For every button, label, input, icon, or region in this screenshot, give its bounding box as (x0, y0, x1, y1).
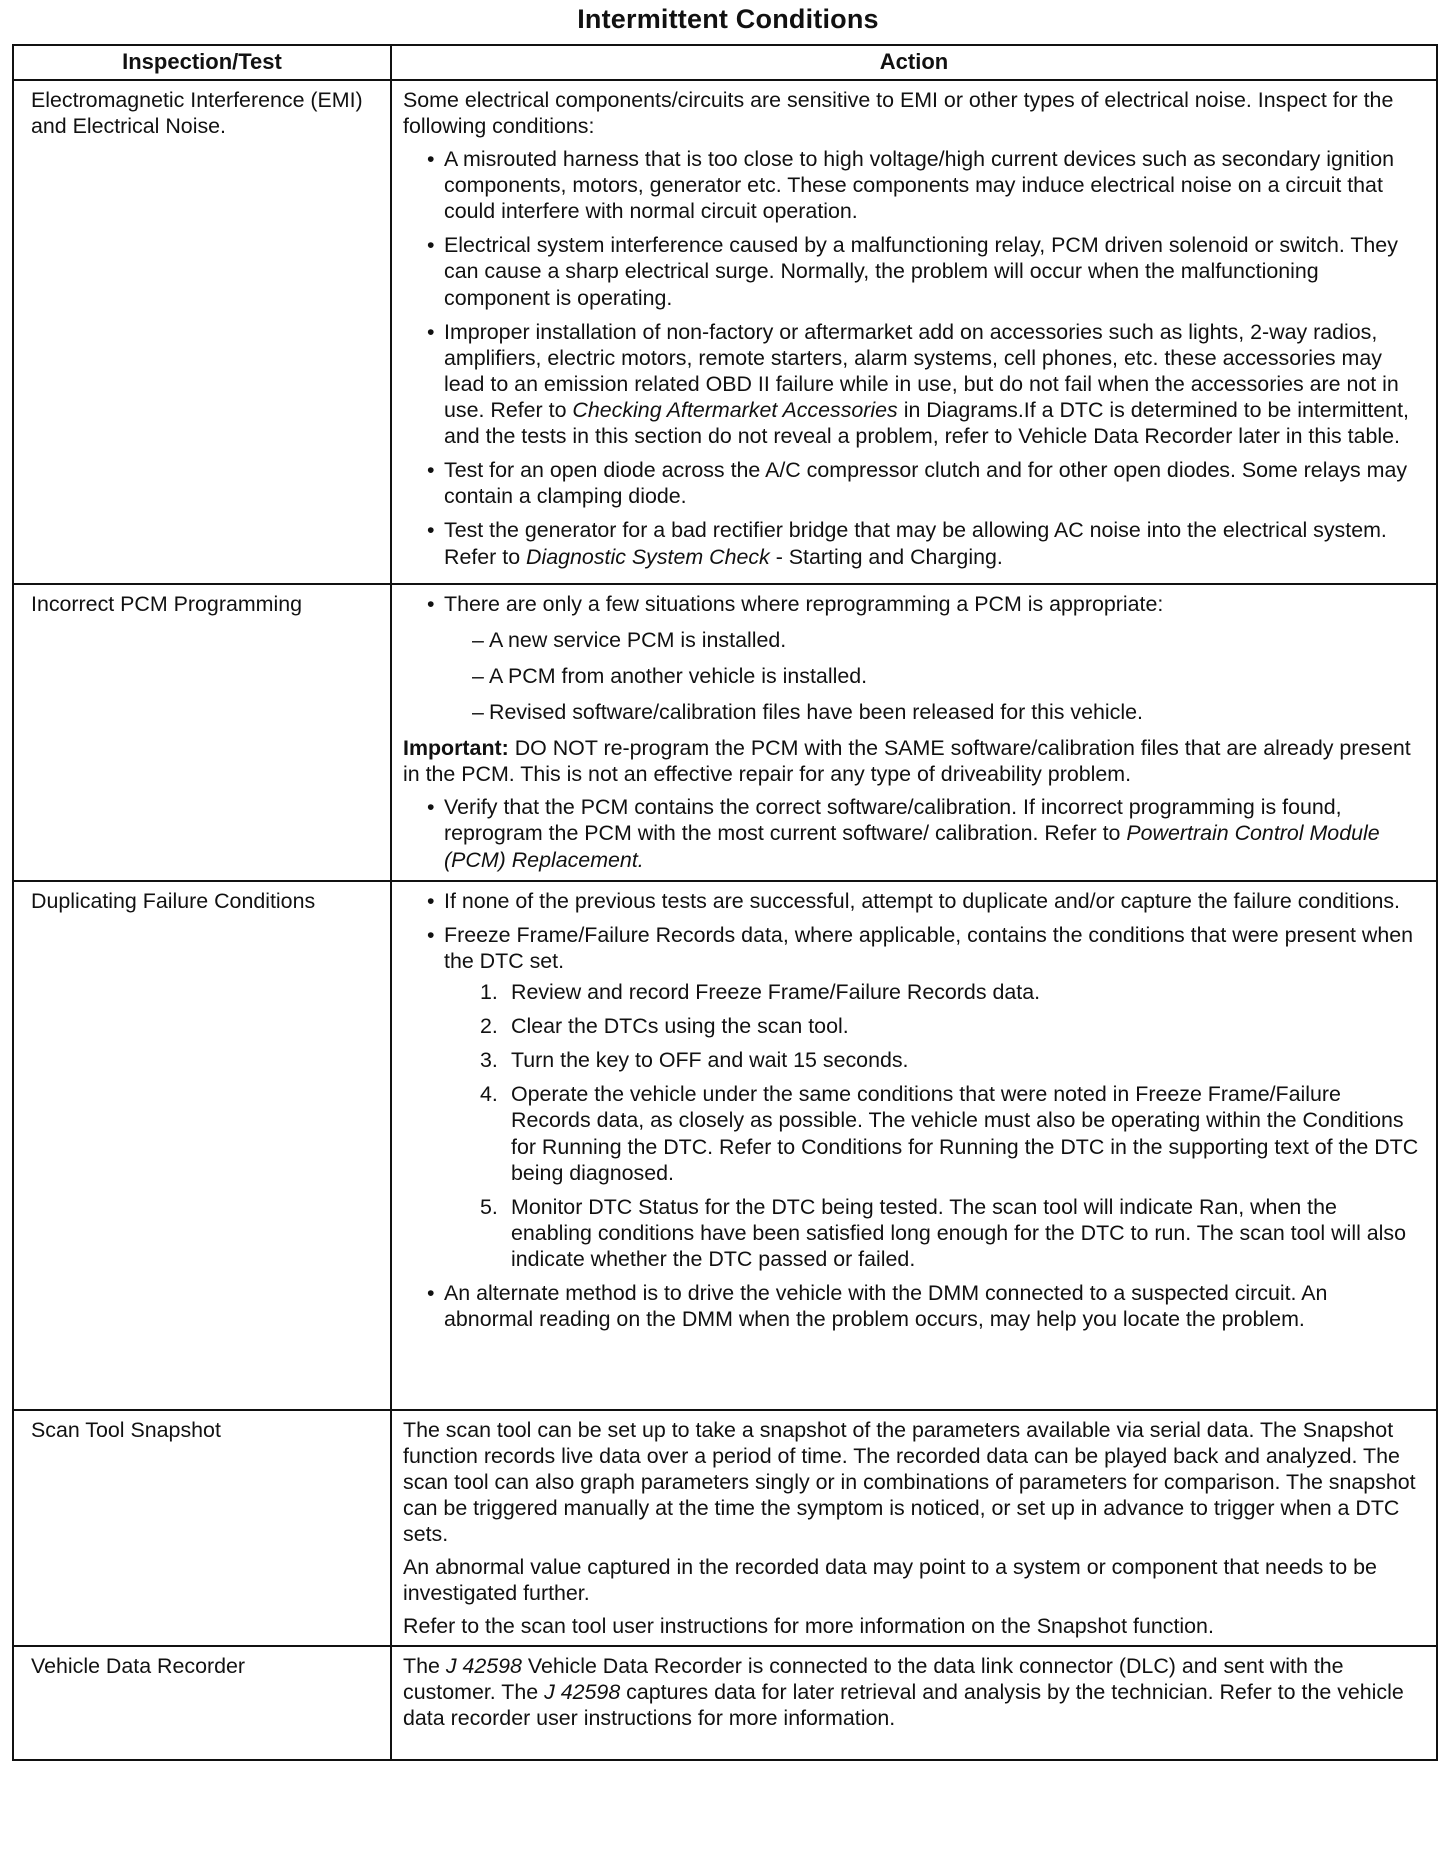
tool-number: J 42598 (445, 1653, 522, 1678)
text: The (403, 1653, 446, 1678)
list-item (427, 794, 1422, 872)
text: DO NOT re-program the PCM with the SAME software/calibration files that are already present in the PCM. This is not an effective repair for any type of driveability problem. (403, 736, 1411, 787)
step-text: Clear the DTCs using the scan tool. (511, 1014, 849, 1039)
inspection-cell: Incorrect PCM Programming (13, 584, 391, 881)
text: Test the generator for a bad rectifier bridge that may be allowing AC noise into the electrical system. Refer to (444, 518, 1387, 569)
bullet-list (403, 888, 1422, 1333)
cross-reference: Checking Aftermarket Accessories (572, 398, 898, 423)
step-text: Review and record Freeze Frame/Failure Records data. (511, 980, 1041, 1004)
paragraph: The scan tool can be set up to take a snapshot of the parameters available via serial data. The Snapshot function records live data over a period of time. The recorded data can be played back and analyzed. The scan tool can also graph parameters singly or in combinations of parameters for comparison. The snapshot can be triggered manually at the time the symptom is noticed, or set up in advance to trigger when a DTC sets. (403, 1417, 1416, 1547)
dash-list (444, 627, 1422, 725)
list-item: • Test for an open diode across the A/C compressor clutch and for other open diodes. Some relays may contain a clamping diode. (427, 457, 1422, 509)
list-item (427, 591, 1422, 725)
step-item (480, 1047, 1422, 1073)
cross-reference: Diagnostic System Check (526, 544, 770, 569)
step-text: Monitor DTC Status for the DTC being tested. The scan tool will indicate Ran, when the enabling conditions have been satisfied long enough for the DTC to run. The scan tool will also indicate whether the DTC passed or failed. (511, 1194, 1407, 1271)
step-item (480, 979, 1422, 1005)
text: captures data for later retrieval and analysis by the technician. Refer to the vehicle data recorder user instructions for more information. (403, 1679, 1404, 1730)
column-header-action: Action (391, 45, 1437, 80)
list-item: • An alternate method is to drive the vehicle with the DMM connected to a suspected circuit. An abnormal reading on the DMM when the problem occurs, may help you locate the problem. (427, 1280, 1422, 1332)
list-item (427, 922, 1422, 1272)
text: Vehicle Data Recorder is connected to the data link connector (DLC) and sent with the customer. The (403, 1653, 1344, 1704)
tool-number: J 42598 (544, 1679, 621, 1704)
step-number: 5. (480, 1194, 498, 1219)
list-item: – A PCM from another vehicle is installed. (472, 663, 1422, 689)
step-number: 3. (480, 1048, 498, 1073)
text: There are only a few situations where reprogramming a PCM is appropriate: (444, 591, 1164, 616)
important-label: Important: (403, 736, 509, 761)
text: - Starting and Charging. (769, 544, 1003, 569)
bullet-list (403, 794, 1422, 872)
inspection-cell: Vehicle Data Recorder (13, 1646, 391, 1760)
bullet-list (403, 146, 1422, 570)
step-number: 2. (480, 1014, 498, 1039)
step-item (480, 1013, 1422, 1039)
numbered-steps (444, 979, 1422, 1272)
text: Improper installation of non-factory or aftermarket add on accessories such as lights, 2-way radios, amplifiers, electric motors, remote starters, alarm systems, cell phones, etc. these accessories may lead to an emission related OBD II failure while in use, but do not fail when the accessories are not in use. Refer to (444, 319, 1399, 423)
table-row-emi (13, 80, 1437, 584)
inspection-cell: Duplicating Failure Conditions (13, 881, 391, 1410)
list-item: • If none of the previous tests are successful, attempt to duplicate and/or capture the failure conditions. (427, 888, 1422, 914)
action-cell (391, 1410, 1437, 1646)
column-header-inspection-test: Inspection/Test (13, 45, 391, 80)
text: Verify that the PCM contains the correct software/calibration. If incorrect programming is found, reprogram the PCM with the most current software/ calibration. Refer to (444, 795, 1342, 846)
table-header-row (13, 45, 1437, 80)
inspection-cell: Scan Tool Snapshot (13, 1410, 391, 1646)
action-cell (391, 80, 1437, 584)
list-item: • Electrical system interference caused by a malfunctioning relay, PCM driven solenoid or switch. They can cause a sharp electrical surge. Normally, the problem will occur when the malfunctioning component is operating. (427, 232, 1422, 310)
paragraph: An abnormal value captured in the recorded data may point to a system or component that needs to be investigated further. (403, 1555, 1377, 1606)
paragraph: Some electrical components/circuits are sensitive to EMI or other types of electrical noise. Inspect for the following conditions: (403, 87, 1394, 138)
table-row-vdr (13, 1646, 1437, 1760)
step-item (480, 1194, 1422, 1272)
step-text: Operate the vehicle under the same conditions that were noted in Freeze Frame/Failure Records data, as closely as possible. The vehicle must also be operating within the Conditions for Running the DTC. Refer to Conditions for Running the DTC in the supporting text of the DTC being diagnosed. (511, 1082, 1419, 1185)
step-number: 1. (480, 980, 498, 1004)
important-note (403, 735, 1422, 787)
page-title: Intermittent Conditions (577, 4, 879, 34)
table-row-pcm (13, 584, 1437, 881)
cross-reference: Powertrain Control Module (PCM) Replacement. (444, 821, 1380, 872)
text: in Diagrams.If a DTC is determined to be intermittent, and the tests in this section do not reveal a problem, refer to Vehicle Data Recorder later in this table. (444, 398, 1409, 449)
paragraph: Refer to the scan tool user instructions for more information on the Snapshot function. (403, 1614, 1214, 1639)
step-number: 4. (480, 1082, 498, 1107)
action-cell (391, 881, 1437, 1410)
action-cell (391, 584, 1437, 881)
bullet-list (403, 591, 1422, 725)
list-item: – A new service PCM is installed. (472, 627, 1422, 653)
action-cell (391, 1646, 1437, 1760)
table-row-snapshot (13, 1410, 1437, 1646)
list-item (427, 517, 1422, 569)
list-item (427, 319, 1422, 450)
table-row-duplicating (13, 881, 1437, 1410)
step-text: Turn the key to OFF and wait 15 seconds. (511, 1048, 909, 1073)
list-item: – Revised software/calibration files have been released for this vehicle. (472, 699, 1422, 725)
inspection-cell: Electromagnetic Interference (EMI) and Electrical Noise. (13, 80, 391, 584)
text: Freeze Frame/Failure Records data, where applicable, contains the conditions that were present when the DTC set. (444, 922, 1414, 973)
list-item: • A misrouted harness that is too close to high voltage/high current devices such as secondary ignition components, motors, generator etc. These components may induce electrical noise on a circuit that could interfere with normal circuit operation. (427, 146, 1422, 224)
step-item (480, 1081, 1422, 1185)
intermittent-conditions-table (12, 44, 1438, 1761)
